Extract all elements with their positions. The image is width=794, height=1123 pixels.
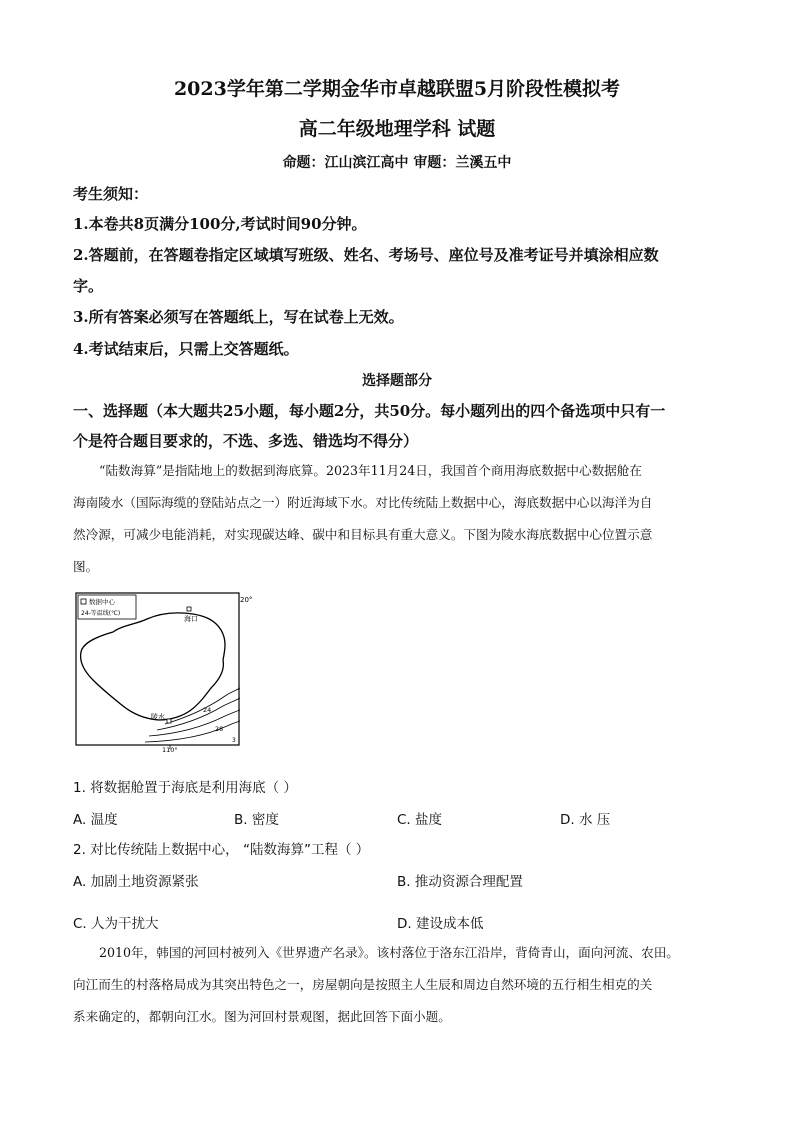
- passage-1-line: 然冷源，可减少电能消耗，对实现碳达峰、碳中和目标具有重大意义。下图为陵水海底数据中心位置示意: [73, 527, 653, 542]
- question-1-stem: 1. 将数据舱置于海底是利用海底（ ）: [73, 780, 297, 796]
- section-title: 选择题部分: [362, 373, 432, 389]
- passage-1-line: “陆数海算”是指陆地上的数据到海底算。2023年11月24日，我国首个商用海底数据中心数据舱在: [99, 463, 642, 478]
- haikou-label: 海口: [184, 615, 198, 623]
- question-2-option-d: D. 建设成本低: [397, 916, 484, 932]
- legend-isotherm: 24-等温线(℃): [81, 610, 121, 617]
- question-2-option-b: B. 推动资源合理配置: [397, 874, 523, 890]
- passage-1-line: 海南陵水（国际海缆的登陆站点之一）附近海域下水。对比传统陆上数据中心，海底数据中心以海洋为自: [73, 495, 653, 510]
- notice-heading: 考生须知：: [73, 185, 149, 203]
- lingshui-location-map: [75, 592, 259, 752]
- passage-2-line: 向江而生的村落格局成为其突出特色之一，房屋朝向是按照主人生辰和周边自然环境的五行相生相克的关: [73, 977, 653, 992]
- section-heading-line1: 一、选择题（本大题共25小题，每小题2分，共50分。每小题列出的四个备选项中只有一: [73, 402, 666, 420]
- question-1-option-a: A. 温度: [73, 812, 118, 828]
- notice-item-4: 4.考试结束后，只需上交答题纸。: [73, 340, 299, 358]
- haikou-marker: [187, 607, 191, 611]
- question-2-option-a: A. 加剧土地资源紧张: [73, 874, 199, 890]
- section-heading-line2: 个是符合题目要求的，不选、多选、错选均不得分）: [73, 432, 419, 450]
- question-2-stem: 2. 对比传统陆上数据中心， “陆数海算”工程（ ）: [73, 842, 370, 858]
- exam-subtitle: 高二年级地理学科 试题: [298, 118, 496, 140]
- passage-2: [73, 942, 733, 1038]
- legend-datacenter: 数据中心: [89, 598, 115, 606]
- authors-line: 命题：江山滨江高中 审题：兰溪五中: [282, 155, 512, 171]
- question-1-option-d: D. 水 压: [560, 812, 611, 828]
- isotherm-label-28: 28: [215, 725, 224, 733]
- longitude-label: 110°: [162, 746, 178, 752]
- latitude-label: 20°: [240, 596, 253, 604]
- notice-item-2: 2.答题前，在答题卷指定区域填写班级、姓名、考场号、座位号及准考证号并填涂相应数: [73, 246, 659, 264]
- question-1-option-c: C. 盐度: [397, 812, 443, 828]
- exam-title: 2023学年第二学期金华市卓越联盟5月阶段性模拟考: [173, 78, 621, 100]
- lingshui-marker: [167, 719, 171, 723]
- notice-item-2-cont: 字。: [73, 277, 104, 295]
- passage-2-line: 系来确定的，都朝向江水。图为河回村景观图，据此回答下面小题。: [73, 1009, 451, 1024]
- notice-item-1: 1.本卷共8页满分100分,考试时间90分钟。: [73, 215, 367, 233]
- isotherm-label-24: 24: [203, 706, 212, 714]
- passage-1: [73, 460, 733, 588]
- passage-2-line: 2010年，韩国的河回村被列入《世界遗产名录》。该村落位于洛东江沿岸，背倚青山，面向河流、农田。: [99, 945, 679, 960]
- notice-item-3: 3.所有答案必须写在答题纸上，写在试卷上无效。: [73, 308, 404, 326]
- isotherm-label-small: 3: [232, 737, 236, 744]
- passage-1-line: 图。: [73, 559, 99, 574]
- lingshui-label: 陵水: [151, 713, 165, 721]
- question-2-option-c: C. 人为干扰大: [73, 916, 159, 932]
- question-1-option-b: B. 密度: [234, 812, 279, 828]
